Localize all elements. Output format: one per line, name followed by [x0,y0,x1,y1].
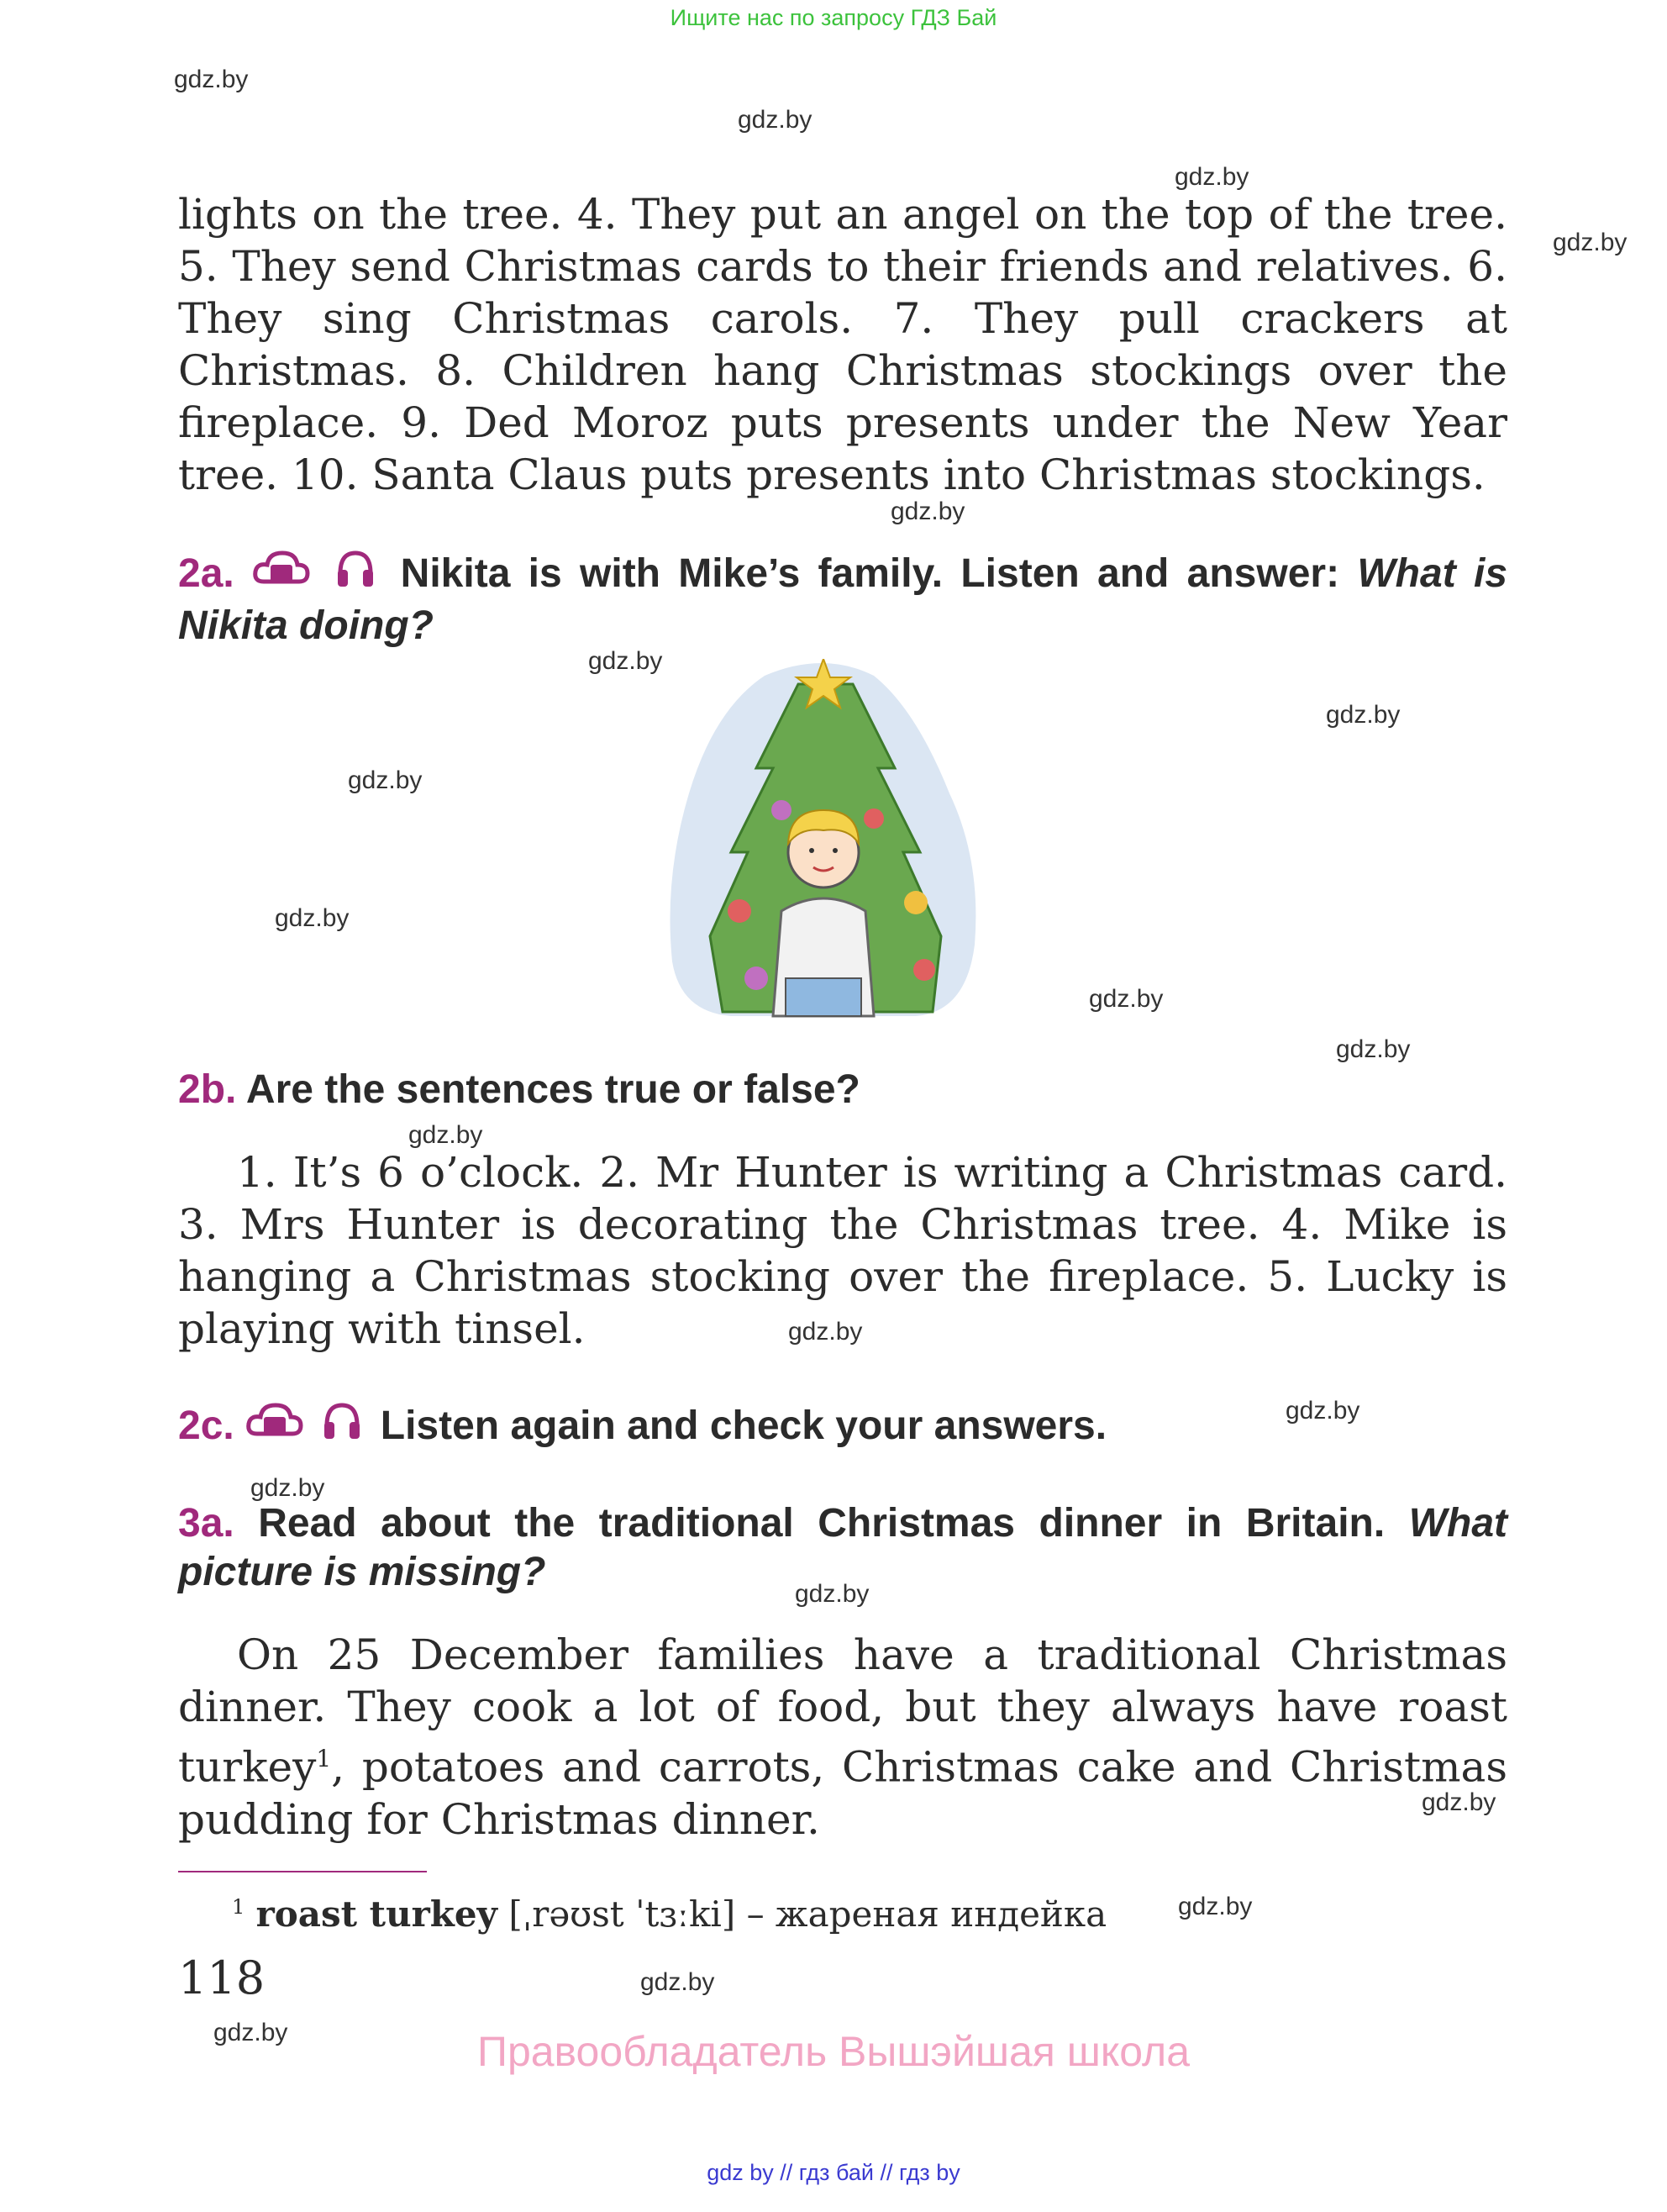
exercise-2b-number: 2b. [178,1067,237,1112]
exercise-2b-heading [178,1066,1507,1114]
bottom-links[interactable]: gdz by // гдз бай // гдз by [707,2160,960,2185]
exercise-2a-question: What is Nikita doing? [178,551,1508,648]
footnote-transcription: [ˌrəʊst ˈtɜːki] [497,1893,736,1935]
watermark: gdz.by [588,647,663,675]
exercise-2a-number: 2a. [178,551,234,596]
page-number: 118 [178,1951,266,2004]
footnote [178,1884,1354,1937]
exercise-3a-number: 3a. [178,1501,234,1546]
watermark: gdz.by [174,66,249,93]
cloud-cd-icon[interactable] [252,548,311,602]
watermark: gdz.by [275,904,350,932]
watermark: gdz.by [795,1580,870,1608]
exercise-3a-instruction: Read about the traditional Christmas dinner in Britain. [234,1501,1409,1546]
headphones-icon[interactable] [322,1400,362,1454]
watermark: gdz.by [408,1121,483,1149]
top-banner: Ищите нас по запросу ГДЗ Бай [670,5,997,30]
watermark: gdz.by [213,2019,288,2046]
watermark: gdz.by [1326,701,1401,729]
footnote-term: roast turkey [255,1893,497,1935]
exercise-3a-paragraph [178,1629,1507,1846]
boy-christmas-tree-illustration [664,659,981,1020]
watermark: gdz.by [1175,163,1249,191]
exercise-2c-number: 2c. [178,1404,234,1448]
exercise-3a-text-part2: , potatoes and carrots, Christmas cake and Christmas pudding for Christmas dinner. [178,1742,1507,1844]
exercise-2c-instruction: Listen again and check your answers. [380,1404,1107,1448]
exercise-1-continued-text: lights on the tree. 4. They put an angel on the top of the tree. 5. They send Christmas cards to their friends and relatives. 6. They sing Christmas carols. 7. They pull crackers at Christmas. 8. Children hang Christmas stockings over the fireplace. 9. Ded Moroz puts presents under the New Year tree. 10. Santa Claus puts presents into Christmas stockings. [178,190,1507,499]
exercise-2a-heading [178,548,1507,650]
cloud-cd-icon[interactable] [245,1400,304,1454]
footnote-divider [178,1871,427,1872]
watermark: gdz.by [738,106,812,134]
footnote-reference: 1 [316,1745,332,1772]
watermark: gdz.by [1089,985,1164,1013]
exercise-2c-heading [178,1400,1507,1454]
watermark: gdz.by [1286,1397,1360,1425]
exercise-2a-instruction: Nikita is with Mike’s family. Listen and answer: [400,551,1358,596]
exercise-2b-sentences: 1. It’s 6 o’clock. 2. Mr Hunter is writing a Christmas card. 3. Mrs Hunter is decorating the Christmas tree. 4. Mike is hanging a Christmas stocking over the fireplace. 5. Lucky is playing with tinsel. [178,1148,1507,1353]
watermark: gdz.by [1178,1893,1253,1920]
watermark: gdz.by [1422,1788,1496,1816]
exercise-3a-text-part1: On 25 December families have a traditional Christmas dinner. They cook a lot of food, but they always have roast turkey [178,1630,1507,1792]
watermark: gdz.by [348,766,423,794]
footnote-translation: – жареная индейка [735,1893,1107,1935]
exercise-3a-question: What picture is missing? [178,1501,1507,1594]
exercise-3a-heading [178,1499,1507,1597]
watermark: gdz.by [640,1968,715,1996]
copyright-notice: Правообладатель Вышэйшая школа [477,2028,1190,2075]
watermark: gdz.by [250,1474,325,1502]
watermark: gdz.by [788,1318,863,1346]
watermark: gdz.by [1336,1035,1411,1063]
exercise-2b-instruction: Are the sentences true or false? [236,1067,860,1112]
watermark: gdz.by [891,498,965,525]
headphones-icon[interactable] [335,548,376,602]
footnote-mark: 1 [232,1895,245,1919]
watermark: gdz.by [1553,229,1628,256]
